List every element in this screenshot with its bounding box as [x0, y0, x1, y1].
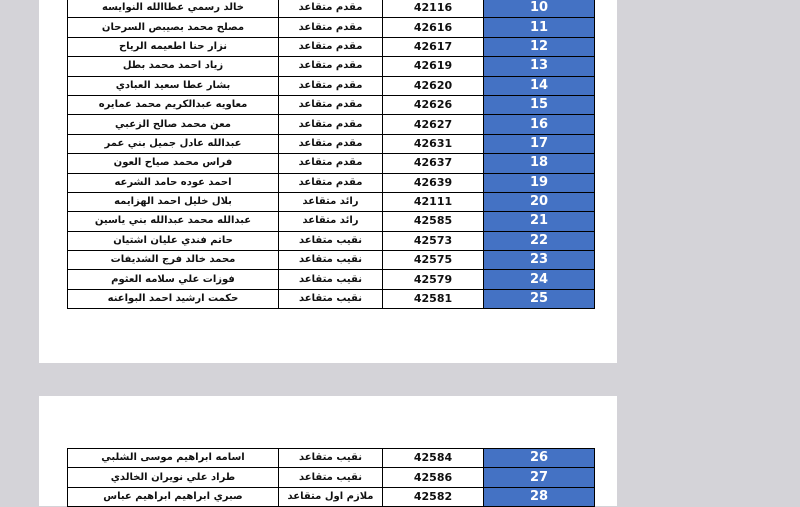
row-number-cell: 22 — [484, 231, 595, 250]
rank-cell: نقيب متقاعد — [279, 289, 383, 308]
table-row — [68, 18, 595, 37]
table-row — [68, 173, 595, 192]
rank-cell: مقدم متقاعد — [279, 115, 383, 134]
id-cell: 42627 — [383, 115, 484, 134]
row-number-cell: 17 — [484, 134, 595, 153]
name-cell: عبدالله محمد عبدالله بني ياسين — [68, 212, 279, 231]
id-cell: 42617 — [383, 37, 484, 56]
name-cell: حاتم فندي عليان اشتيان — [68, 231, 279, 250]
roster-table-body — [68, 449, 595, 507]
roster-table — [67, 448, 595, 507]
id-cell: 42631 — [383, 134, 484, 153]
table-row — [68, 37, 595, 56]
id-cell: 42581 — [383, 289, 484, 308]
table-row — [68, 134, 595, 153]
row-number-cell: 16 — [484, 115, 595, 134]
row-number-cell: 28 — [484, 487, 595, 506]
rank-cell: رائد متقاعد — [279, 192, 383, 211]
rank-cell: مقدم متقاعد — [279, 76, 383, 95]
rank-cell: مقدم متقاعد — [279, 37, 383, 56]
name-cell: معن محمد صالح الزعبي — [68, 115, 279, 134]
table-row — [68, 251, 595, 270]
id-cell: 42579 — [383, 270, 484, 289]
id-cell: 42637 — [383, 154, 484, 173]
row-number-cell: 13 — [484, 57, 595, 76]
id-cell: 42620 — [383, 76, 484, 95]
rank-cell: مقدم متقاعد — [279, 134, 383, 153]
name-cell: معاويه عبدالكريم محمد عمايره — [68, 95, 279, 114]
name-cell: فوزات علي سلامه العثوم — [68, 270, 279, 289]
id-cell: 42626 — [383, 95, 484, 114]
row-number-cell: 26 — [484, 449, 595, 468]
id-cell: 42619 — [383, 57, 484, 76]
row-number-cell: 24 — [484, 270, 595, 289]
document-page-1 — [39, 0, 617, 363]
name-cell: محمد خالد فرج الشديفات — [68, 251, 279, 270]
name-cell: زياد احمد محمد بطل — [68, 57, 279, 76]
name-cell: بشار عطا سعيد العبادي — [68, 76, 279, 95]
id-cell: 42586 — [383, 468, 484, 487]
id-cell: 42584 — [383, 449, 484, 468]
row-number-cell: 19 — [484, 173, 595, 192]
document-page-2 — [39, 396, 617, 506]
rank-cell: نقيب متقاعد — [279, 251, 383, 270]
table-row — [68, 270, 595, 289]
id-cell: 42111 — [383, 192, 484, 211]
table-row — [68, 212, 595, 231]
name-cell: بلال خليل احمد الهزايمه — [68, 192, 279, 211]
id-cell: 42582 — [383, 487, 484, 506]
table-row — [68, 192, 595, 211]
rank-cell: رائد متقاعد — [279, 212, 383, 231]
id-cell: 42575 — [383, 251, 484, 270]
rank-cell: مقدم متقاعد — [279, 95, 383, 114]
name-cell: احمد عوده حامد الشرعه — [68, 173, 279, 192]
rank-cell: مقدم متقاعد — [279, 18, 383, 37]
row-number-cell: 20 — [484, 192, 595, 211]
rank-cell: مقدم متقاعد — [279, 154, 383, 173]
rank-cell: مقدم متقاعد — [279, 0, 383, 18]
row-number-cell: 11 — [484, 18, 595, 37]
rank-cell: مقدم متقاعد — [279, 57, 383, 76]
id-cell: 42616 — [383, 18, 484, 37]
row-number-cell: 12 — [484, 37, 595, 56]
row-number-cell: 27 — [484, 468, 595, 487]
roster-table-body — [68, 0, 595, 309]
rank-cell: نقيب متقاعد — [279, 270, 383, 289]
table-row — [68, 289, 595, 308]
row-number-cell: 25 — [484, 289, 595, 308]
row-number-cell: 21 — [484, 212, 595, 231]
id-cell: 42639 — [383, 173, 484, 192]
name-cell: طراد علي نويران الخالدي — [68, 468, 279, 487]
name-cell: عبدالله عادل جميل بني عمر — [68, 134, 279, 153]
name-cell: اسامه ابراهيم موسى الشلبي — [68, 449, 279, 468]
table-row — [68, 0, 595, 18]
table-row — [68, 95, 595, 114]
table-row — [68, 57, 595, 76]
rank-cell: ملازم اول متقاعد — [279, 487, 383, 506]
table-row — [68, 231, 595, 250]
table-row — [68, 487, 595, 506]
id-cell: 42585 — [383, 212, 484, 231]
rank-cell: نقيب متقاعد — [279, 468, 383, 487]
name-cell: فراس محمد صياح العون — [68, 154, 279, 173]
row-number-cell: 14 — [484, 76, 595, 95]
name-cell: مصلح محمد بصيبص السرحان — [68, 18, 279, 37]
row-number-cell: 15 — [484, 95, 595, 114]
name-cell: نزار حنا اطعيمه الرياح — [68, 37, 279, 56]
rank-cell: نقيب متقاعد — [279, 449, 383, 468]
rank-cell: نقيب متقاعد — [279, 231, 383, 250]
name-cell: حكمت ارشيد احمد البواعنه — [68, 289, 279, 308]
id-cell: 42116 — [383, 0, 484, 18]
table-row — [68, 468, 595, 487]
row-number-cell: 23 — [484, 251, 595, 270]
id-cell: 42573 — [383, 231, 484, 250]
rank-cell: مقدم متقاعد — [279, 173, 383, 192]
name-cell: خالد رسمي عطاالله النوايسه — [68, 0, 279, 18]
table-row — [68, 76, 595, 95]
table-row — [68, 115, 595, 134]
row-number-cell: 18 — [484, 154, 595, 173]
table-row — [68, 449, 595, 468]
roster-table — [67, 0, 595, 309]
table-row — [68, 154, 595, 173]
row-number-cell: 10 — [484, 0, 595, 18]
name-cell: صبري ابراهيم ابراهيم عباس — [68, 487, 279, 506]
